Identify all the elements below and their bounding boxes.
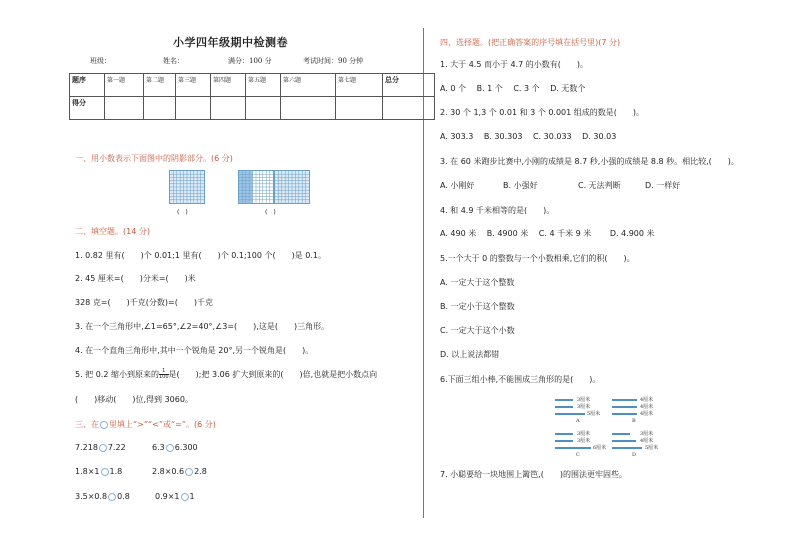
- score-cell[interactable]: [176, 97, 211, 120]
- compare-circle[interactable]: [166, 444, 174, 452]
- stick-label: 5厘米: [645, 445, 659, 451]
- choice-q5-option-c: C. 一定大于这个小数: [440, 326, 515, 335]
- fill-q5b: ( )移动( )位,得到 3060。: [75, 395, 193, 404]
- compare-right: 1.8: [109, 467, 123, 476]
- choice-q2: 2. 30 个 1,3 个 0.01 和 3 个 0.001 组成的数是( )。: [440, 108, 645, 117]
- compare-left: 0.9×1: [155, 492, 180, 501]
- stick: [612, 413, 637, 415]
- stick-label: 4厘米: [640, 438, 654, 444]
- stick: [555, 433, 573, 435]
- stick-label: 6厘米: [593, 445, 607, 451]
- score-cell[interactable]: [281, 97, 336, 120]
- choice-q5-option-a: A. 一定大于这个整数: [440, 278, 515, 287]
- stick-label: 3厘米: [577, 404, 591, 410]
- compare-circle[interactable]: [101, 468, 109, 476]
- hundred-grid-2b: [274, 170, 310, 204]
- score-cell[interactable]: [144, 97, 176, 120]
- compare-circle[interactable]: [181, 493, 189, 501]
- col-q4: 第四题: [211, 74, 246, 97]
- stick: [612, 399, 637, 401]
- choice-q7: 7. 小聪要给一块地围上篱笆,( )的围法更牢固些。: [440, 470, 627, 479]
- choice-q4-options: A. 490 米 B. 4900 米 C. 4 千米 9 米 D. 4.900 米: [440, 229, 655, 238]
- fraction-numerator: 1: [159, 369, 169, 375]
- col-q1: 第一题: [105, 74, 144, 97]
- compare-item: [152, 443, 198, 453]
- fraction: [159, 369, 169, 380]
- compare-item: [152, 467, 207, 477]
- stick-label: 3厘米: [640, 431, 654, 437]
- stick-label: 5厘米: [587, 411, 601, 417]
- compare-right: 6.300: [174, 443, 198, 452]
- stick-label: 3厘米: [577, 438, 591, 444]
- row-label-question: 题序: [70, 74, 105, 97]
- choice-q1-options: A. 0 个 B. 1 个 C. 3 个 D. 无数个: [440, 84, 586, 93]
- section-2-title: 二、填空题。(14 分): [75, 227, 150, 236]
- compare-right: 0.8: [117, 492, 130, 501]
- compare-item: [155, 492, 195, 502]
- fill-q3: 3. 在一个三角形中,∠1=65°,∠2=40°,∠3=( ),这是( )三角形。: [75, 322, 330, 331]
- group-label-b: B: [632, 418, 636, 424]
- fill-q2b: 328 克=( )千克(分数)=( )千克: [75, 298, 213, 307]
- choice-q2-options: A. 303.3 B. 30.303 C. 30.033 D. 30.03: [440, 132, 617, 141]
- fill-q2a: 2. 45 厘米=( )分米=( )米: [75, 274, 196, 283]
- answer-blank-1[interactable]: ( ): [177, 209, 188, 216]
- section-3-title-post: 里填上“>”“<”或“=”。(6 分): [109, 420, 216, 429]
- stick: [555, 447, 591, 449]
- row-label-score: 得分: [70, 97, 105, 120]
- compare-right: 7.22: [107, 443, 126, 452]
- choice-q3-option-b: B. 小强好: [503, 181, 538, 190]
- stick: [555, 440, 573, 442]
- group-label-d: D: [632, 452, 637, 458]
- compare-right: 1: [189, 492, 195, 501]
- section-3-title: [75, 419, 216, 430]
- fill-q1: 1. 0.82 里有( )个 0.01;1 里有( )个 0.1;100 个( )是 0.1。: [75, 251, 326, 260]
- choice-q3-option-c: C. 无法判断: [578, 181, 621, 190]
- stick-label: 4厘米: [640, 404, 654, 410]
- choice-q3-option-d: D. 一样好: [645, 181, 681, 190]
- stick: [555, 399, 573, 401]
- section-1-title: 一、用小数表示下面图中的阴影部分。(6 分): [75, 154, 233, 163]
- col-q5: 第五题: [246, 74, 281, 97]
- full-score: 满分：100 分: [228, 57, 272, 65]
- compare-left: 7.218: [75, 443, 98, 452]
- compare-left: 3.5×0.8: [75, 492, 108, 501]
- score-cell[interactable]: [246, 97, 281, 120]
- answer-blank-2[interactable]: ( ): [265, 209, 276, 216]
- score-cell[interactable]: [105, 97, 144, 120]
- section-3-title-pre: 三、在: [75, 420, 99, 429]
- stick-label: 3厘米: [577, 431, 591, 437]
- col-q3: 第三题: [176, 74, 211, 97]
- score-table: [69, 73, 435, 120]
- compare-item: [75, 467, 122, 477]
- compare-left: 6.3: [152, 443, 165, 452]
- fill-q5a-pre: 5. 把 0.2 缩小到原来的: [75, 370, 159, 379]
- group-label-c: C: [576, 452, 580, 458]
- stick: [612, 440, 636, 442]
- choice-q3-option-a: A. 小刚好: [440, 181, 475, 190]
- circle-icon: [100, 421, 108, 429]
- stick: [612, 447, 642, 449]
- class-label: 班级：: [90, 57, 111, 65]
- score-cell[interactable]: [336, 97, 383, 120]
- compare-item: [75, 492, 130, 502]
- compare-item: [75, 443, 126, 453]
- stick: [555, 406, 573, 408]
- group-label-a: A: [576, 418, 580, 424]
- compare-left: 1.8×1: [75, 467, 100, 476]
- fill-q4: 4. 在一个直角三角形中,其中一个锐角是 20°,另一个锐角是( )。: [75, 346, 314, 355]
- stick-label: 3厘米: [577, 397, 591, 403]
- fraction-denominator: 100: [158, 374, 169, 380]
- compare-circle[interactable]: [108, 493, 116, 501]
- stick-label: 4厘米: [640, 397, 654, 403]
- hundred-grid-2a: [238, 170, 274, 204]
- stick: [612, 433, 630, 435]
- choice-q1: 1. 大于 4.5 而小于 4.7 的小数有( )。: [440, 60, 589, 69]
- name-label: 姓名：: [163, 57, 184, 65]
- compare-circle[interactable]: [185, 468, 193, 476]
- hundred-grid-1: [169, 170, 205, 204]
- stick: [612, 406, 637, 408]
- stick: [555, 413, 585, 415]
- fill-q5a: [75, 369, 377, 380]
- col-q2: 第二题: [144, 74, 176, 97]
- page-title: 小学四年级期中检测卷: [173, 36, 288, 49]
- stick-label: 4厘米: [640, 411, 654, 417]
- compare-left: 2.8×0.6: [152, 467, 185, 476]
- choice-q5: 5.一个大于 0 的整数与一个小数相乘,它们的积( )。: [440, 254, 635, 263]
- choice-q4: 4. 和 4.9 千米相等的是( )。: [440, 206, 555, 215]
- compare-circle[interactable]: [99, 444, 107, 452]
- fill-q5a-post: 是( );把 3.06 扩大到原来的( )倍,也就是把小数点向: [168, 370, 378, 379]
- choice-q3: 3. 在 60 米跑步比赛中,小刚的成绩是 8.7 秒,小强的成绩是 8.8 秒。相比较,( )。: [440, 157, 739, 166]
- section-4-title: 四、选择题。(把正确答案的序号填在括号里)(7 分): [440, 38, 621, 47]
- exam-time: 考试时间：90 分钟: [303, 57, 364, 65]
- score-cell[interactable]: [211, 97, 246, 120]
- col-q7: 第七题: [336, 74, 383, 97]
- col-q6: 第六题: [281, 74, 336, 97]
- col-total: 总分: [383, 74, 435, 97]
- choice-q6: 6.下面三组小棒,不能围成三角形的是( )。: [440, 375, 601, 384]
- compare-right: 2.8: [194, 467, 207, 476]
- score-cell[interactable]: [383, 97, 435, 120]
- choice-q5-option-d: D. 以上说法都错: [440, 350, 500, 359]
- choice-q5-option-b: B. 一定小于这个整数: [440, 302, 515, 311]
